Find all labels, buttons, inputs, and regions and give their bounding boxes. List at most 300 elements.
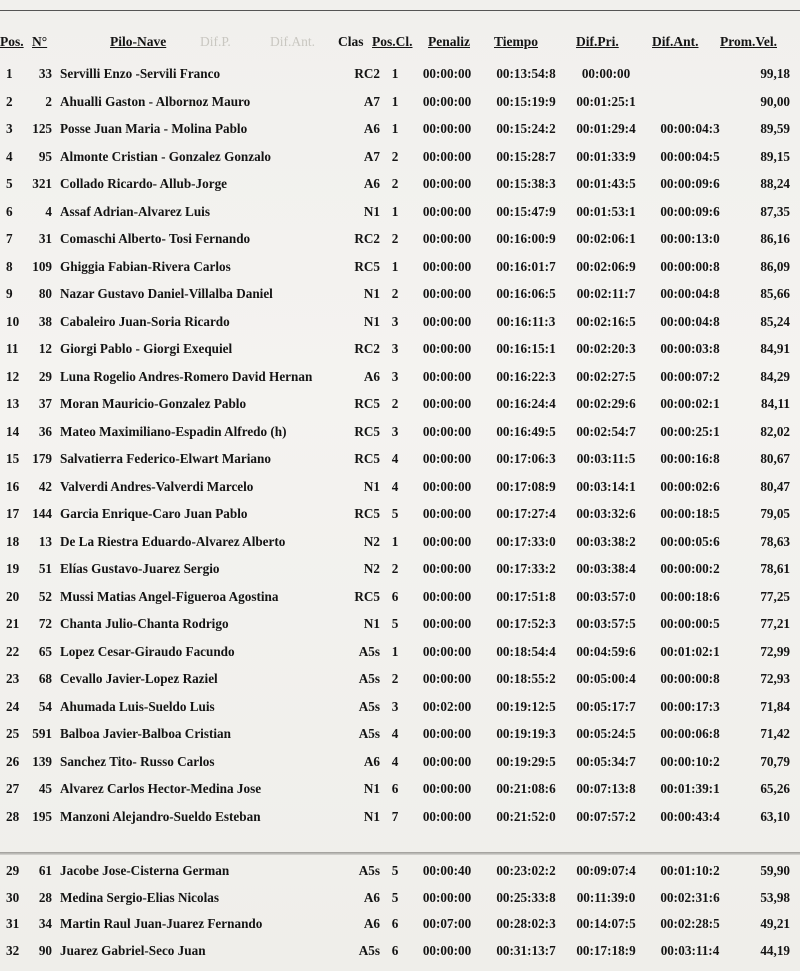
cell-num: 52	[38, 588, 52, 604]
cell-pos: 10	[6, 313, 20, 329]
cell-pilot-names: De La Riestra Eduardo-Alvarez Alberto	[60, 533, 286, 549]
cell-time: 00:16:24:4	[496, 396, 556, 411]
cell-pos: 20	[6, 588, 20, 604]
cell-class: N1	[363, 286, 380, 301]
cell-diff-first: 00:02:11:7	[576, 286, 636, 301]
cell-penalty: 00:00:00	[422, 753, 472, 769]
cell-class-position: 5	[391, 506, 399, 521]
cell-class-position: 4	[391, 451, 399, 466]
cell-penalty: 00:00:00	[422, 533, 472, 549]
table-row	[0, 204, 800, 224]
cell-pilot-names: Jacobe Jose-Cisterna German	[60, 863, 230, 878]
cell-diff-previous: 00:00:05:6	[660, 533, 720, 549]
cell-diff-previous: 00:00:02:1	[660, 396, 720, 411]
cell-penalty: 00:00:00	[422, 451, 472, 466]
cell-class-position: 7	[391, 808, 399, 824]
cell-pilot-names: Posse Juan Maria - Molina Pablo	[60, 121, 248, 136]
cell-time: 00:16:01:7	[496, 258, 556, 274]
cell-diff-previous: 00:00:03:8	[660, 341, 720, 356]
cell-pos: 7	[6, 231, 13, 246]
cell-penalty: 00:00:40	[422, 863, 472, 878]
cell-num: 65	[38, 643, 52, 659]
cell-class-position: 1	[391, 258, 399, 274]
table-row	[0, 644, 800, 664]
cell-time: 00:16:11:3	[496, 313, 556, 329]
cell-class: A5s	[358, 863, 380, 878]
cell-class: A6	[363, 916, 380, 931]
cell-diff-first: 00:01:29:4	[576, 121, 636, 136]
cell-num: 45	[38, 781, 52, 796]
cell-num: 72	[38, 616, 52, 631]
cell-diff-first: 00:01:53:1	[576, 203, 636, 219]
cell-pos: 6	[6, 203, 13, 219]
cell-penalty: 00:00:00	[422, 286, 472, 301]
cell-class: A6	[363, 753, 380, 769]
cell-diff-first: 00:00:00	[581, 66, 631, 81]
cell-class-position: 2	[391, 396, 399, 411]
table-row	[0, 726, 800, 746]
cell-pilot-names: Nazar Gustavo Daniel-Villalba Daniel	[60, 286, 273, 301]
cell-pilot-names: Manzoni Alejandro-Sueldo Esteban	[60, 808, 261, 824]
cell-pilot-names: Valverdi Andres-Valverdi Marcelo	[60, 478, 254, 494]
cell-time: 00:16:15:1	[496, 341, 556, 356]
cell-class-position: 1	[391, 93, 399, 109]
cell-time: 00:17:27:4	[496, 506, 556, 521]
cell-pos: 4	[6, 148, 13, 164]
cell-class-position: 3	[391, 313, 399, 329]
cell-pos: 22	[6, 643, 20, 659]
cell-time: 00:17:51:8	[496, 588, 556, 604]
table-row	[0, 341, 800, 361]
cell-avg-speed: 59,90	[760, 863, 790, 878]
cell-penalty: 00:00:00	[422, 313, 472, 329]
cell-class: RC5	[354, 451, 380, 466]
cell-pilot-names: Sanchez Tito- Russo Carlos	[60, 753, 215, 769]
cell-pilot-names: Ghiggia Fabian-Rivera Carlos	[60, 258, 231, 274]
cell-diff-previous: 00:03:11:4	[660, 942, 720, 958]
col-clas: Clas	[338, 34, 364, 49]
cell-class-position: 2	[391, 561, 399, 576]
cell-class: A5s	[358, 942, 380, 958]
cell-num: 195	[32, 808, 52, 824]
cell-class-position: 6	[391, 781, 399, 796]
cell-pos: 19	[6, 561, 20, 576]
cell-diff-previous: 00:02:28:5	[660, 916, 720, 931]
cell-penalty: 00:00:00	[422, 423, 472, 439]
cell-class: N1	[363, 781, 380, 796]
cell-avg-speed: 85,24	[760, 313, 790, 329]
cell-time: 00:17:33:0	[496, 533, 556, 549]
cell-diff-first: 00:02:06:1	[576, 231, 636, 246]
cell-class: N1	[363, 478, 380, 494]
cell-penalty: 00:00:00	[422, 616, 472, 631]
cell-diff-first: 00:01:43:5	[576, 176, 636, 191]
cell-avg-speed: 84,11	[761, 396, 790, 411]
cell-pilot-names: Juarez Gabriel-Seco Juan	[60, 942, 206, 958]
cell-num: 51	[38, 561, 52, 576]
cell-time: 00:25:33:8	[496, 889, 556, 905]
cell-avg-speed: 80,47	[760, 478, 790, 494]
cell-avg-speed: 90,00	[760, 93, 790, 109]
cell-penalty: 00:02:00	[422, 698, 472, 714]
cell-penalty: 00:00:00	[422, 231, 472, 246]
cell-class-position: 1	[391, 643, 399, 659]
cell-class-position: 5	[391, 889, 399, 905]
cell-diff-first: 00:03:38:4	[576, 561, 636, 576]
cell-penalty: 00:00:00	[422, 561, 472, 576]
cell-time: 00:17:33:2	[496, 561, 556, 576]
cell-avg-speed: 89,59	[760, 121, 790, 136]
cell-diff-previous: 00:00:07:2	[660, 368, 720, 384]
cell-avg-speed: 53,98	[760, 889, 790, 905]
cell-pilot-names: Cabaleiro Juan-Soria Ricardo	[60, 313, 230, 329]
cell-num: 4	[45, 203, 52, 219]
cell-pos: 12	[6, 368, 20, 384]
cell-diff-previous: 00:00:09:6	[660, 203, 720, 219]
cell-num: 13	[38, 533, 52, 549]
table-row	[0, 916, 800, 936]
cell-pos: 28	[6, 808, 20, 824]
table-row	[0, 534, 800, 554]
cell-class: A5s	[358, 726, 380, 741]
cell-pilot-names: Garcia Enrique-Caro Juan Pablo	[60, 506, 248, 521]
cell-class-position: 3	[391, 423, 399, 439]
cell-avg-speed: 86,09	[760, 258, 790, 274]
cell-avg-speed: 44,19	[760, 942, 790, 958]
cell-diff-first: 00:03:38:2	[576, 533, 636, 549]
table-row	[0, 506, 800, 526]
cell-diff-previous: 00:01:39:1	[660, 781, 720, 796]
col-dif-ant: Dif.Ant.	[652, 34, 699, 49]
cell-avg-speed: 87,35	[760, 203, 790, 219]
cell-time: 00:17:52:3	[496, 616, 556, 631]
cell-pilot-names: Servilli Enzo -Servili Franco	[60, 66, 221, 81]
cell-avg-speed: 78,63	[760, 533, 790, 549]
table-row	[0, 671, 800, 691]
cell-avg-speed: 77,25	[760, 588, 790, 604]
cell-pos: 30	[6, 889, 20, 905]
cell-pos: 14	[6, 423, 20, 439]
cell-class-position: 2	[391, 231, 399, 246]
cell-diff-previous: 00:00:13:0	[660, 231, 720, 246]
cell-class: A7	[363, 148, 380, 164]
cell-pos: 23	[6, 671, 20, 686]
cell-class: RC5	[354, 396, 380, 411]
cell-pilot-names: Giorgi Pablo - Giorgi Exequiel	[60, 341, 233, 356]
cell-pos: 21	[6, 616, 20, 631]
cell-penalty: 00:00:00	[422, 506, 472, 521]
table-row	[0, 589, 800, 609]
cell-pos: 26	[6, 753, 20, 769]
cell-pilot-names: Moran Mauricio-Gonzalez Pablo	[60, 396, 247, 411]
col-dif-pri: Dif.Pri.	[576, 34, 619, 49]
cell-penalty: 00:00:00	[422, 176, 472, 191]
cell-class-position: 1	[391, 121, 399, 136]
cell-class: RC5	[354, 506, 380, 521]
cell-pos: 11	[6, 341, 19, 356]
cell-pilot-names: Assaf Adrian-Alvarez Luis	[60, 203, 210, 219]
table-row	[0, 231, 800, 251]
cell-class: RC2	[354, 66, 380, 81]
cell-pilot-names: Almonte Cristian - Gonzalez Gonzalo	[60, 148, 271, 164]
cell-pilot-names: Balboa Javier-Balboa Cristian	[60, 726, 231, 741]
cell-diff-previous: 00:00:00:2	[660, 561, 720, 576]
cell-avg-speed: 86,16	[760, 231, 790, 246]
cell-pilot-names: Martin Raul Juan-Juarez Fernando	[60, 916, 263, 931]
cell-class-position: 3	[391, 698, 399, 714]
cell-class: RC5	[354, 258, 380, 274]
cell-class: RC5	[354, 588, 380, 604]
cell-avg-speed: 82,02	[760, 423, 790, 439]
cell-pilot-names: Collado Ricardo- Allub-Jorge	[60, 176, 228, 191]
cell-class: RC5	[354, 423, 380, 439]
cell-time: 00:16:00:9	[496, 231, 556, 246]
cell-diff-previous: 00:00:00:8	[660, 671, 720, 686]
cell-avg-speed: 88,24	[760, 176, 790, 191]
cell-diff-first: 00:03:14:1	[576, 478, 636, 494]
cell-penalty: 00:00:00	[422, 781, 472, 796]
cell-num: 139	[32, 753, 52, 769]
cell-class: A6	[363, 889, 380, 905]
cell-penalty: 00:00:00	[422, 148, 472, 164]
cell-avg-speed: 71,42	[760, 726, 790, 741]
cell-time: 00:23:02:2	[496, 863, 556, 878]
cell-diff-previous: 00:00:04:8	[660, 313, 720, 329]
cell-class-position: 5	[391, 616, 399, 631]
cell-num: 95	[38, 148, 52, 164]
cell-pilot-names: Chanta Julio-Chanta Rodrigo	[60, 616, 229, 631]
table-row	[0, 809, 800, 829]
cell-num: 144	[32, 506, 52, 521]
cell-time: 00:16:22:3	[496, 368, 556, 384]
table-row	[0, 396, 800, 416]
cell-diff-previous: 00:00:04:3	[660, 121, 720, 136]
cell-pilot-names: Salvatierra Federico-Elwart Mariano	[60, 451, 271, 466]
cell-time: 00:17:06:3	[496, 451, 556, 466]
table-row	[0, 259, 800, 279]
table-row	[0, 863, 800, 883]
cell-penalty: 00:00:00	[422, 808, 472, 824]
cell-avg-speed: 70,79	[760, 753, 790, 769]
cell-class: A6	[363, 368, 380, 384]
cell-diff-first: 00:03:32:6	[576, 506, 636, 521]
table-row	[0, 369, 800, 389]
cell-num: 34	[38, 916, 52, 931]
cell-pilot-names: Ahualli Gaston - Albornoz Mauro	[60, 93, 251, 109]
cell-diff-first: 00:02:54:7	[576, 423, 636, 439]
cell-diff-first: 00:01:25:1	[576, 93, 636, 109]
cell-time: 00:15:19:9	[496, 93, 556, 109]
cell-penalty: 00:00:00	[422, 942, 472, 958]
cell-pos: 25	[6, 726, 20, 741]
cell-diff-previous: 00:01:02:1	[660, 643, 720, 659]
cell-time: 00:21:08:6	[496, 781, 556, 796]
cell-class-position: 6	[391, 942, 399, 958]
cell-class: N2	[363, 533, 380, 549]
cell-diff-previous: 00:02:31:6	[660, 889, 720, 905]
cell-num: 31	[38, 231, 52, 246]
table-row	[0, 699, 800, 719]
cell-time: 00:13:54:8	[496, 66, 556, 81]
cell-pos: 29	[6, 863, 20, 878]
cell-num: 33	[38, 66, 52, 81]
cell-diff-previous: 00:01:10:2	[660, 863, 720, 878]
cell-penalty: 00:07:00	[422, 916, 472, 931]
cell-pos: 9	[6, 286, 13, 301]
cell-num: 61	[38, 863, 52, 878]
cell-class-position: 2	[391, 148, 399, 164]
table-row	[0, 121, 800, 141]
cell-num: 109	[32, 258, 52, 274]
cell-pos: 1	[6, 66, 13, 81]
top-rule	[0, 10, 800, 11]
cell-penalty: 00:00:00	[422, 396, 472, 411]
cell-class: N1	[363, 616, 380, 631]
cell-time: 00:16:49:5	[496, 423, 556, 439]
cell-avg-speed: 79,05	[760, 506, 790, 521]
cell-avg-speed: 85,66	[760, 286, 790, 301]
cell-num: 321	[32, 176, 52, 191]
cell-num: 28	[38, 889, 52, 905]
cell-pilot-names: Ahumada Luis-Sueldo Luis	[60, 698, 215, 714]
cell-diff-first: 00:07:13:8	[576, 781, 636, 796]
table-row	[0, 451, 800, 471]
table-row	[0, 94, 800, 114]
page-fold	[0, 852, 800, 855]
cell-penalty: 00:00:00	[422, 341, 472, 356]
cell-penalty: 00:00:00	[422, 66, 472, 81]
table-row	[0, 66, 800, 86]
cell-penalty: 00:00:00	[422, 368, 472, 384]
cell-diff-first: 00:14:07:5	[576, 916, 636, 931]
cell-penalty: 00:00:00	[422, 478, 472, 494]
table-header	[0, 34, 800, 56]
cell-time: 00:28:02:3	[496, 916, 556, 931]
cell-pos: 18	[6, 533, 20, 549]
cell-avg-speed: 80,67	[760, 451, 790, 466]
cell-pos: 17	[6, 506, 20, 521]
cell-num: 179	[32, 451, 52, 466]
col-pilot: Pilo-Nave	[110, 34, 167, 49]
cell-diff-first: 00:17:18:9	[576, 942, 636, 958]
cell-diff-previous: 00:00:25:1	[660, 423, 720, 439]
cell-diff-first: 00:02:20:3	[576, 341, 636, 356]
cell-pilot-names: Luna Rogelio Andres-Romero David Hernan	[60, 368, 313, 384]
cell-class: RC2	[354, 341, 380, 356]
cell-num: 90	[38, 942, 52, 958]
col-tiempo: Tiempo	[494, 34, 539, 49]
cell-class-position: 2	[391, 286, 399, 301]
cell-time: 00:19:29:5	[496, 753, 556, 769]
cell-diff-previous: 00:00:04:5	[660, 148, 720, 164]
cell-class: A7	[363, 93, 380, 109]
cell-time: 00:18:54:4	[496, 643, 556, 659]
cell-class: N1	[363, 313, 380, 329]
cell-class: A5s	[358, 671, 380, 686]
cell-diff-first: 00:03:11:5	[576, 451, 636, 466]
cell-avg-speed: 84,29	[760, 368, 790, 384]
cell-penalty: 00:00:00	[422, 889, 472, 905]
cell-avg-speed: 63,10	[760, 808, 790, 824]
cell-diff-previous: 00:00:43:4	[660, 808, 720, 824]
cell-pos: 13	[6, 396, 20, 411]
cell-diff-previous: 00:00:09:6	[660, 176, 720, 191]
cell-diff-previous: 00:00:06:8	[660, 726, 720, 741]
cell-pilot-names: Mateo Maximiliano-Espadin Alfredo (h)	[60, 423, 287, 439]
cell-class: RC2	[354, 231, 380, 246]
cell-avg-speed: 72,93	[760, 671, 790, 686]
cell-num: 42	[38, 478, 52, 494]
col-penaliz: Penaliz	[428, 34, 470, 49]
cell-pilot-names: Elías Gustavo-Juarez Sergio	[60, 561, 220, 576]
cell-time: 00:18:55:2	[496, 671, 556, 686]
cell-diff-previous: 00:00:17:3	[660, 698, 720, 714]
cell-avg-speed: 84,91	[760, 341, 790, 356]
cell-class: N1	[363, 808, 380, 824]
cell-num: 29	[38, 368, 52, 384]
cell-diff-previous: 00:00:00:5	[660, 616, 720, 631]
cell-diff-previous: 00:00:02:6	[660, 478, 720, 494]
cell-diff-previous: 00:00:04:8	[660, 286, 720, 301]
cell-avg-speed: 99,18	[760, 66, 790, 81]
table-row	[0, 943, 800, 963]
table-row	[0, 561, 800, 581]
cell-penalty: 00:00:00	[422, 203, 472, 219]
cell-time: 00:19:19:3	[496, 726, 556, 741]
cell-diff-first: 00:05:34:7	[576, 753, 636, 769]
cell-avg-speed: 89,15	[760, 148, 790, 164]
cell-avg-speed: 77,21	[760, 616, 790, 631]
cell-pilot-names: Comaschi Alberto- Tosi Fernando	[60, 231, 251, 246]
cell-penalty: 00:00:00	[422, 258, 472, 274]
cell-class: A6	[363, 121, 380, 136]
cell-num: 37	[38, 396, 52, 411]
cell-diff-first: 00:02:06:9	[576, 258, 636, 274]
table-row	[0, 424, 800, 444]
col-num: N°	[32, 34, 48, 49]
cell-num: 68	[38, 671, 52, 686]
cell-num: 54	[38, 698, 52, 714]
cell-penalty: 00:00:00	[422, 726, 472, 741]
col-pos: Pos.	[0, 34, 24, 49]
cell-avg-speed: 72,99	[760, 643, 790, 659]
cell-pos: 24	[6, 698, 20, 714]
cell-time: 00:31:13:7	[496, 942, 556, 958]
cell-penalty: 00:00:00	[422, 93, 472, 109]
cell-diff-first: 00:01:33:9	[576, 148, 636, 164]
col-prom-vel: Prom.Vel.	[720, 34, 777, 49]
cell-class-position: 2	[391, 671, 399, 686]
cell-pos: 2	[6, 93, 13, 109]
cell-pilot-names: Medina Sergio-Elias Nicolas	[60, 889, 219, 905]
cell-penalty: 00:00:00	[422, 121, 472, 136]
cell-diff-first: 00:07:57:2	[576, 808, 636, 824]
cell-pilot-names: Lopez Cesar-Giraudo Facundo	[60, 643, 235, 659]
table-row	[0, 616, 800, 636]
cell-diff-previous: 00:00:18:6	[660, 588, 720, 604]
cell-time: 00:17:08:9	[496, 478, 556, 494]
cell-diff-first: 00:02:27:5	[576, 368, 636, 384]
cell-pos: 31	[6, 916, 20, 931]
cell-penalty: 00:00:00	[422, 643, 472, 659]
cell-class-position: 1	[391, 533, 399, 549]
cell-pilot-names: Cevallo Javier-Lopez Raziel	[60, 671, 218, 686]
cell-time: 00:15:47:9	[496, 203, 556, 219]
cell-diff-first: 00:05:17:7	[576, 698, 636, 714]
cell-class: N2	[363, 561, 380, 576]
cell-pos: 16	[6, 478, 20, 494]
cell-diff-previous: 00:00:16:8	[660, 451, 720, 466]
